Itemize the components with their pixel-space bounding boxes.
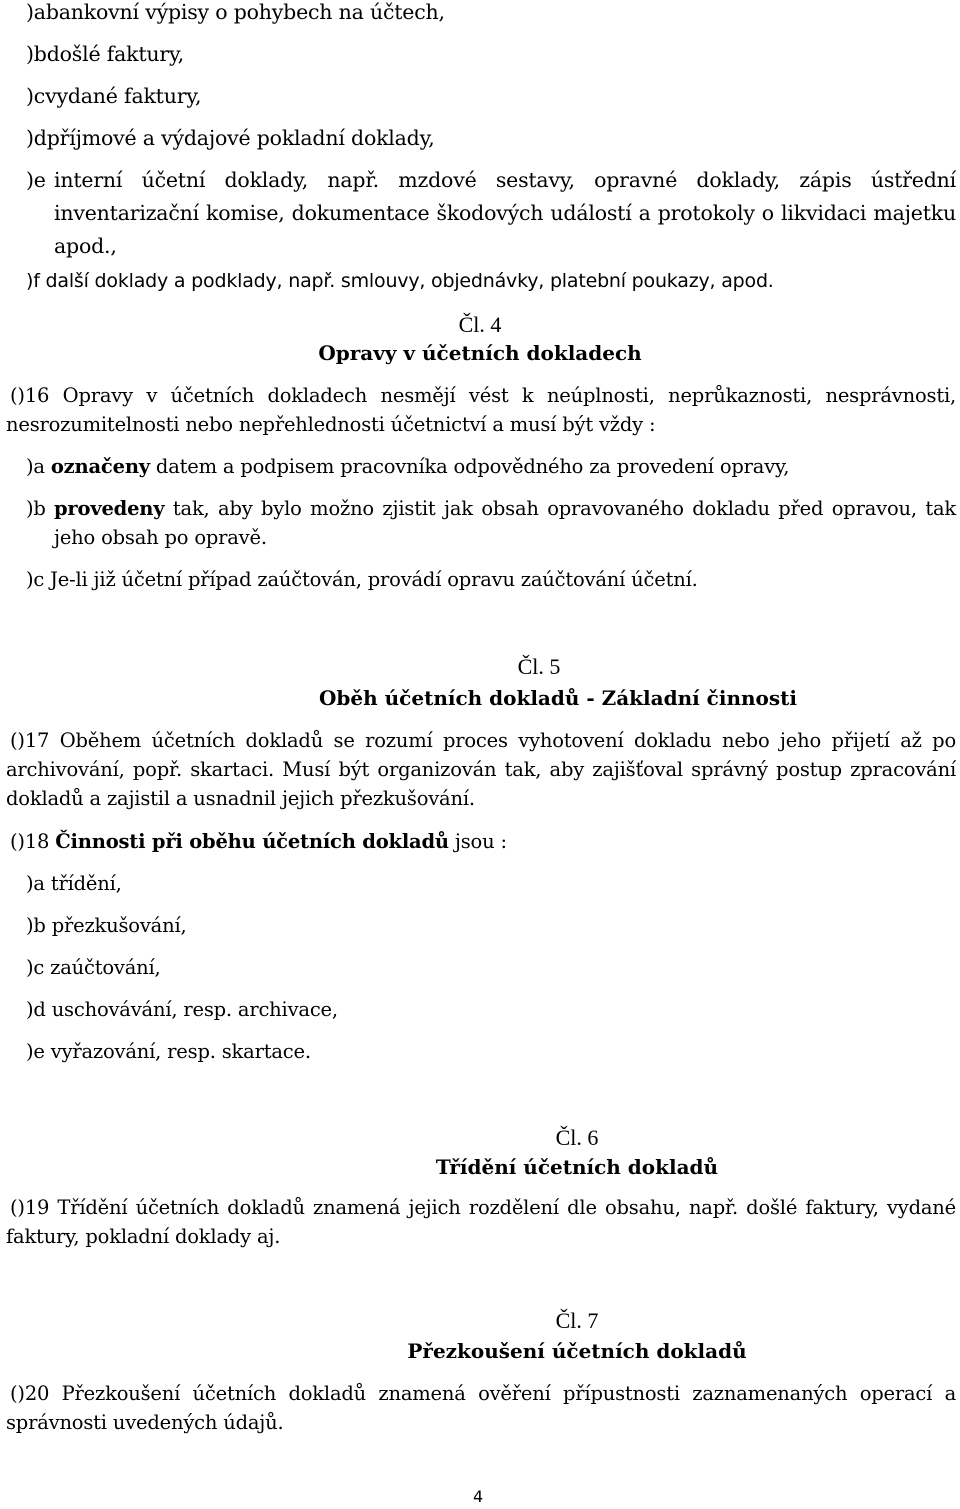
paragraph-text: Přezkoušení účetních dokladů znamená ověření přípustnosti zaznamenaných operací a správnosti uvedených údajů. <box>6 1382 957 1434</box>
list-item <box>26 995 338 1024</box>
list-item <box>26 1037 311 1066</box>
list-item-text: přezkušování, <box>51 914 187 937</box>
list-item <box>26 494 956 552</box>
list-item <box>26 953 161 982</box>
list-item-text: interní účetní doklady, např. mzdové sestavy, opravné doklady, zápis ústřední inventarizační komise, dokumentace škodových událostí a protokoly o likvidaci majetku apod., <box>54 168 956 258</box>
list-marker: )d <box>26 126 47 150</box>
article-title: Oběh účetních dokladů - Základní činnosti <box>319 686 797 710</box>
article-title: Opravy v účetních dokladech <box>318 341 642 365</box>
paragraph-18 <box>10 827 956 856</box>
list-marker: )c <box>26 84 46 108</box>
list-marker: )c <box>26 956 45 979</box>
list-item <box>26 122 956 155</box>
paragraph-16 <box>6 381 956 439</box>
list-item-text: bankovní výpisy o pohybech na účtech, <box>45 0 445 24</box>
paragraph-text: jsou : <box>448 830 507 853</box>
article-title: Přezkoušení účetních dokladů <box>407 1339 747 1363</box>
page-number: 4 <box>473 1487 484 1506</box>
list-marker: )a <box>26 455 45 478</box>
list-item <box>26 80 956 113</box>
paragraph-text: Opravy v účetních dokladech nesmějí vést k neúplnosti, neprůkaznosti, nesprávnosti, nesrozumitelnosti nebo nepřehlednosti účetnictví a musí být vždy : <box>6 384 957 436</box>
paragraph-marker: ()20 <box>10 1382 50 1405</box>
list-item-text: příjmové a výdajové pokladní doklady, <box>46 126 435 150</box>
paragraph-20 <box>6 1379 956 1437</box>
list-item <box>26 869 122 898</box>
list-item <box>26 911 186 940</box>
list-marker: )e <box>26 1040 45 1063</box>
list-item-text: zaúčtování, <box>50 956 161 979</box>
list-item-bold: provedeny <box>54 497 165 520</box>
list-item-text: vydané faktury, <box>45 84 202 108</box>
list-marker: )d <box>26 998 46 1021</box>
paragraph-text: Oběhem účetních dokladů se rozumí proces vyhotovení dokladu nebo jeho přijetí až po archivování, popř. skartaci. Musí být organizován tak, aby zajišťoval správný postup zpracování dokladů a zajistil a usnadnil jejich přezkušování. <box>6 729 956 810</box>
article-title: Třídění účetních dokladů <box>435 1155 719 1179</box>
list-item-text: uschovávání, resp. archivace, <box>51 998 338 1021</box>
list-marker: )b <box>26 914 46 937</box>
list-marker: )b <box>26 42 47 66</box>
list-item <box>26 164 956 263</box>
article-number: Čl. 5 <box>517 654 561 679</box>
list-item <box>26 266 956 296</box>
list-item-text: další doklady a podklady, např. smlouvy, objednávky, platební poukazy, apod. <box>45 270 774 292</box>
paragraph-19 <box>6 1193 956 1251</box>
list-item-text: třídění, <box>50 872 122 895</box>
list-item-text: došlé faktury, <box>46 42 184 66</box>
list-item <box>26 452 956 481</box>
paragraph-bold: Činnosti při oběhu účetních dokladů <box>55 830 449 853</box>
paragraph-text: Třídění účetních dokladů znamená jejich rozdělení dle obsahu, např. došlé faktury, vydané faktury, pokladní doklady aj. <box>6 1196 956 1248</box>
paragraph-marker: ()18 <box>10 830 50 853</box>
article-number: Čl. 7 <box>555 1308 599 1333</box>
list-item-text: vyřazování, resp. skartace. <box>50 1040 311 1063</box>
list-marker: )a <box>26 0 46 24</box>
list-marker: )f <box>26 270 40 292</box>
list-marker: )e <box>26 168 46 192</box>
list-marker: )a <box>26 872 45 895</box>
paragraph-17 <box>6 726 956 813</box>
list-item <box>26 0 956 29</box>
list-item <box>26 38 956 71</box>
list-item-text: tak, aby bylo možno zjistit jak obsah opravovaného dokladu před opravou, tak jeho obsah po opravě. <box>54 497 956 549</box>
paragraph-marker: ()19 <box>10 1196 50 1219</box>
paragraph-marker: ()16 <box>10 384 50 407</box>
list-item-text: Je-li již účetní případ zaúčtován, provádí opravu zaúčtování účetní. <box>50 568 698 591</box>
list-item <box>26 565 956 594</box>
list-item-bold: označeny <box>50 455 150 478</box>
paragraph-marker: ()17 <box>10 729 50 752</box>
article-number: Čl. 6 <box>555 1125 599 1150</box>
list-marker: )b <box>26 497 46 520</box>
article-number: Čl. 4 <box>458 312 502 337</box>
list-item-text: datem a podpisem pracovníka odpovědného za provedení opravy, <box>149 455 790 478</box>
list-marker: )c <box>26 568 45 591</box>
